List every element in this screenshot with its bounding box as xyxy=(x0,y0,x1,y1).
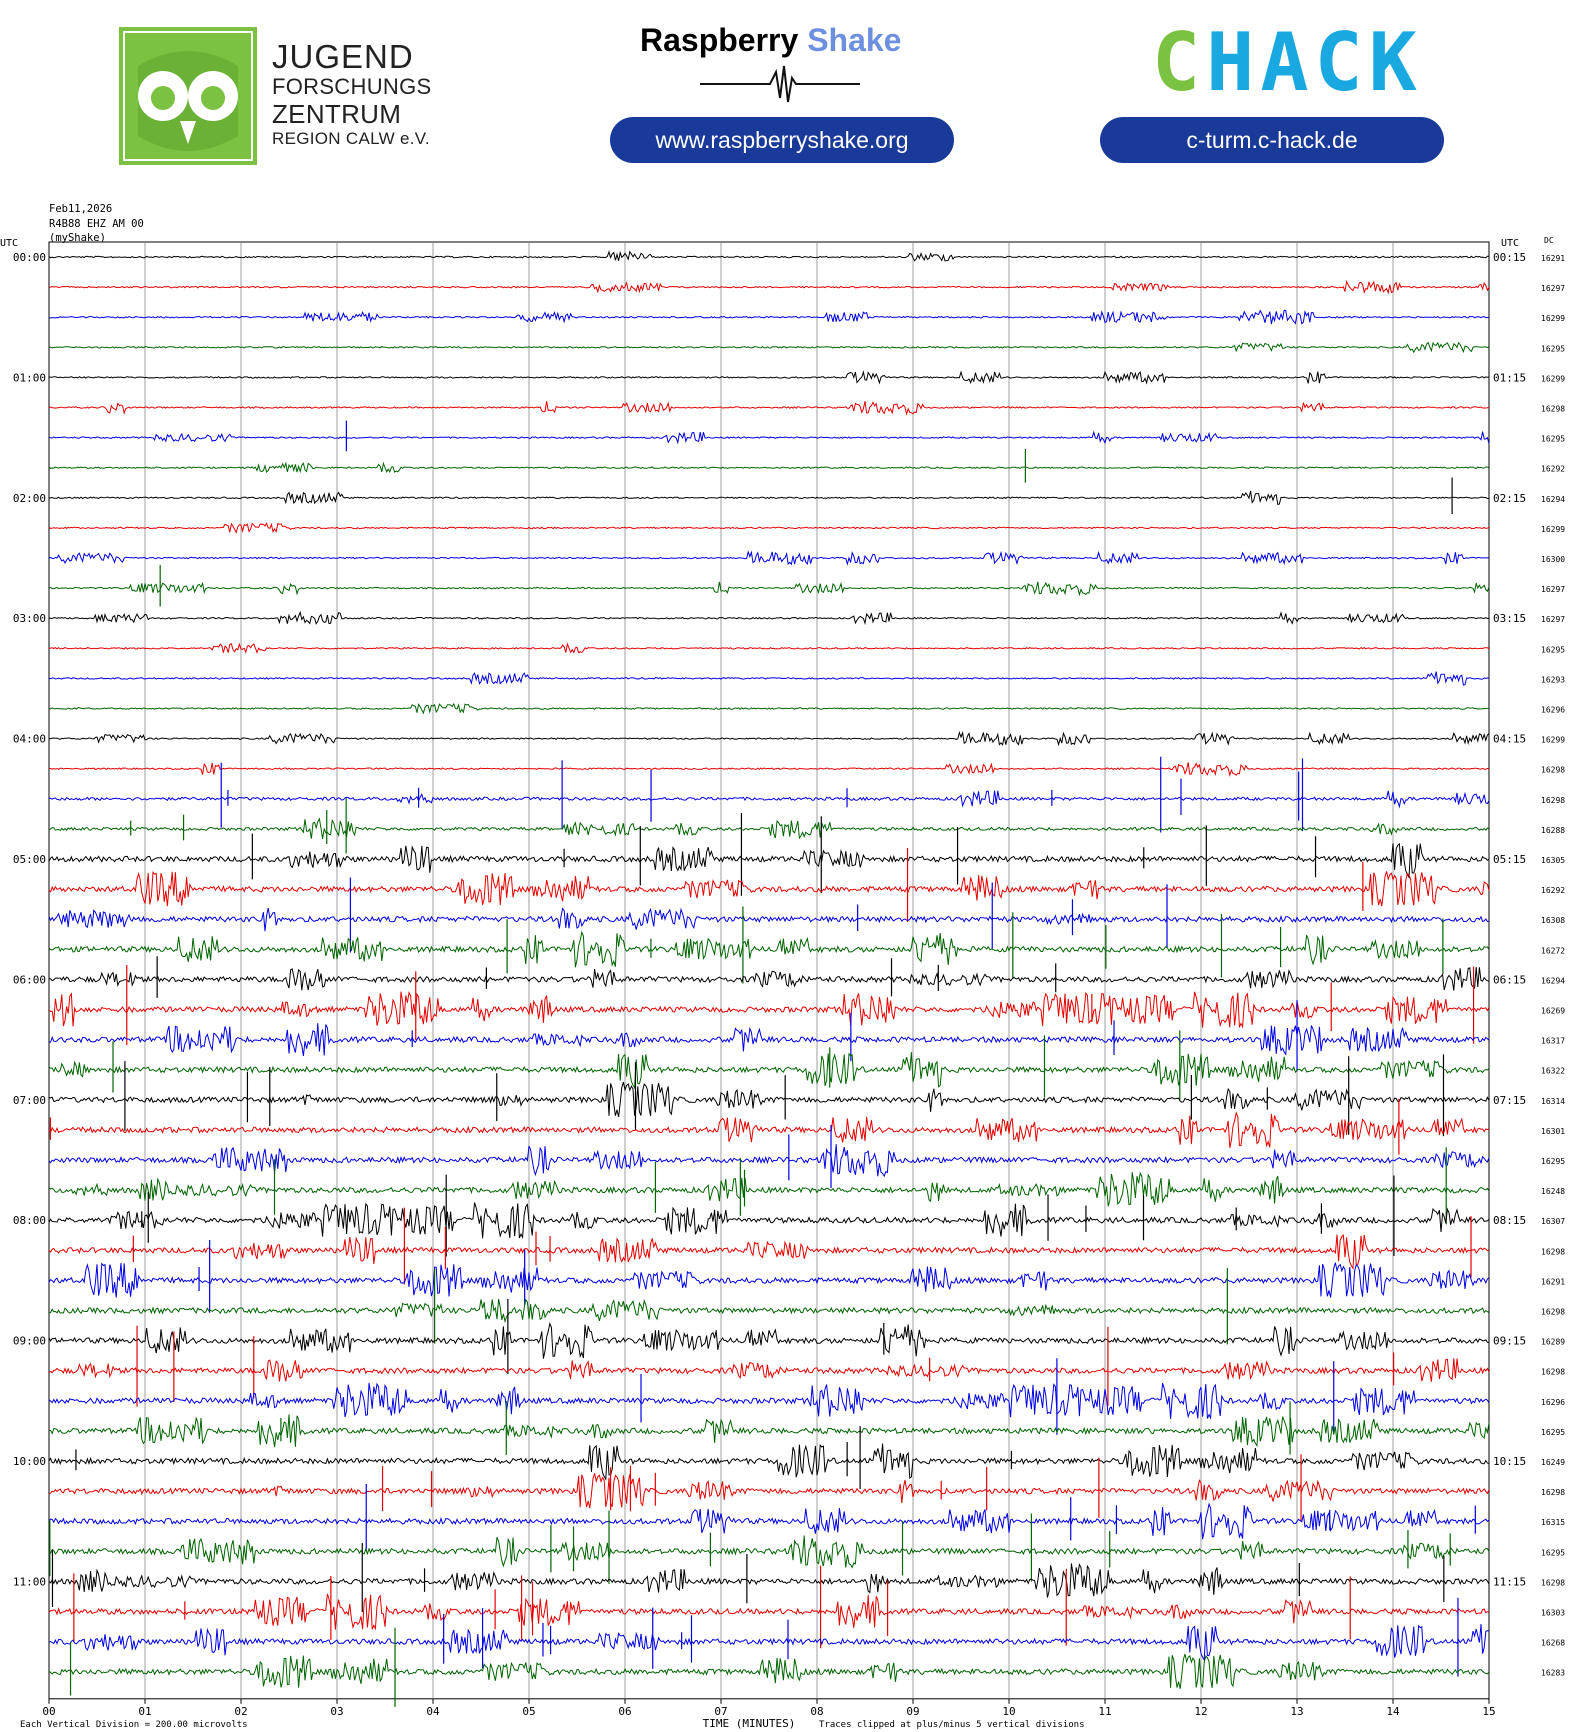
dc-title: DC xyxy=(1544,236,1554,245)
owl-logo xyxy=(118,26,258,166)
dc-value: 16269 xyxy=(1541,1006,1566,1016)
dc-value: 16297 xyxy=(1541,284,1566,294)
dc-value: 16295 xyxy=(1541,1157,1566,1166)
dc-value: 16299 xyxy=(1541,314,1566,324)
dc-value: 16298 xyxy=(1541,795,1566,805)
trace-line xyxy=(49,992,1489,1028)
trace-line xyxy=(49,401,1489,414)
trace-line xyxy=(49,1263,1489,1298)
dc-value: 16295 xyxy=(1541,645,1566,655)
trace-line xyxy=(49,1299,1489,1321)
left-time-label: 04:00 xyxy=(12,732,46,746)
jfz-line: JUGEND xyxy=(272,38,414,75)
dc-value: 16307 xyxy=(1541,1217,1566,1227)
trace-line xyxy=(49,1324,1489,1359)
left-time-label: 02:00 xyxy=(12,491,46,505)
dc-value: 16292 xyxy=(1541,464,1566,474)
dc-value: 16298 xyxy=(1541,1367,1566,1377)
right-time-label: 06:15 xyxy=(1493,973,1527,987)
trace-line xyxy=(49,819,1489,839)
x-tick-label: 12 xyxy=(1194,1704,1208,1718)
right-time-label: 11:15 xyxy=(1493,1575,1527,1589)
trace-line xyxy=(49,843,1489,877)
trace-line xyxy=(49,1594,1489,1630)
dc-value: 16289 xyxy=(1541,1337,1566,1347)
dc-value: 16298 xyxy=(1541,1307,1566,1317)
trace-line xyxy=(49,1172,1489,1206)
x-tick-label: 09 xyxy=(906,1704,920,1718)
trace-line xyxy=(49,1203,1489,1239)
trace-line xyxy=(49,1235,1489,1269)
dc-value: 16248 xyxy=(1541,1187,1566,1197)
x-axis-label: TIME (MINUTES) xyxy=(702,1716,796,1730)
trace-line xyxy=(49,704,1489,713)
dc-value: 16298 xyxy=(1541,765,1566,775)
dc-value: 16315 xyxy=(1541,1518,1566,1528)
trace-line xyxy=(49,1624,1489,1660)
trace-line xyxy=(49,672,1489,686)
dc-value: 16291 xyxy=(1541,1277,1566,1287)
right-time-label: 03:15 xyxy=(1493,612,1527,626)
trace-line xyxy=(49,1383,1489,1419)
dc-value: 16299 xyxy=(1541,374,1566,384)
dc-value: 16291 xyxy=(1541,254,1566,263)
raspberryshake-url[interactable]: www.raspberryshake.org xyxy=(610,117,954,163)
left-time-label: 01:00 xyxy=(12,371,46,385)
dc-value: 16295 xyxy=(1541,434,1566,444)
trace-line xyxy=(49,967,1489,990)
dc-value: 16295 xyxy=(1541,344,1566,354)
date: Feb11,2026 xyxy=(49,203,113,215)
left-time-label: 07:00 xyxy=(12,1093,46,1107)
right-time-label: 08:15 xyxy=(1493,1214,1527,1228)
dc-value: 16305 xyxy=(1541,856,1566,865)
left-time-label: 10:00 xyxy=(12,1455,46,1468)
dc-value: 16317 xyxy=(1541,1036,1566,1046)
dc-value: 16301 xyxy=(1541,1126,1566,1136)
trace-line xyxy=(49,372,1489,384)
trace-line xyxy=(49,1023,1489,1056)
chack-url[interactable]: c-turm.c-hack.de xyxy=(1100,117,1444,163)
right-time-label: 00:15 xyxy=(1493,251,1527,264)
dc-value: 16298 xyxy=(1541,1247,1566,1257)
trace-line xyxy=(49,791,1489,807)
trace-line xyxy=(49,1052,1489,1088)
trace-line xyxy=(49,1113,1489,1148)
trace-line xyxy=(49,871,1489,906)
dc-value: 16294 xyxy=(1541,494,1566,504)
dc-value: 16298 xyxy=(1541,1578,1566,1588)
source: (myShake) xyxy=(49,232,106,244)
trace-line xyxy=(49,644,1489,653)
dc-value: 16296 xyxy=(1541,1397,1566,1407)
trace-line xyxy=(49,552,1489,564)
right-axis-title: UTC xyxy=(1501,238,1520,249)
dc-value: 16298 xyxy=(1541,404,1566,414)
left-time-label: 06:00 xyxy=(12,973,46,987)
trace-line xyxy=(49,523,1489,532)
x-tick-label: 07 xyxy=(714,1704,728,1718)
station-info xyxy=(49,202,144,246)
trace-line xyxy=(49,432,1489,444)
dc-value: 16249 xyxy=(1541,1458,1566,1467)
left-time-label: 09:00 xyxy=(12,1334,46,1348)
left-time-label: 00:00 xyxy=(12,251,46,264)
trace-line xyxy=(49,1144,1489,1176)
trace-line xyxy=(49,582,1489,595)
dc-value: 16299 xyxy=(1541,524,1566,534)
dc-value: 16268 xyxy=(1541,1638,1566,1648)
trace-line xyxy=(49,932,1489,967)
rs-name-b: Shake xyxy=(807,22,902,58)
left-time-label: 03:00 xyxy=(12,612,46,626)
chack-logo xyxy=(1152,16,1423,109)
raspberry-shake-logo xyxy=(640,22,901,59)
x-tick-label: 14 xyxy=(1386,1704,1400,1718)
dc-value: 16283 xyxy=(1541,1668,1566,1678)
right-time-label: 02:15 xyxy=(1493,491,1527,505)
x-tick-label: 08 xyxy=(810,1704,824,1718)
x-tick-label: 06 xyxy=(618,1704,632,1718)
x-tick-label: 13 xyxy=(1290,1704,1304,1718)
trace-line xyxy=(49,908,1489,931)
trace-line xyxy=(49,1444,1489,1480)
trace-line xyxy=(49,612,1489,623)
jfz-name xyxy=(272,40,431,147)
jfz-line: REGION CALW e.V. xyxy=(272,129,430,148)
header xyxy=(0,0,1570,190)
chack-logo-text: CHACK xyxy=(1152,16,1423,109)
trace-line xyxy=(49,1654,1489,1689)
trace-line xyxy=(49,733,1489,745)
dc-value: 16272 xyxy=(1541,946,1566,956)
trace-line xyxy=(49,343,1489,353)
left-time-label: 05:00 xyxy=(12,853,46,866)
dc-value: 16308 xyxy=(1541,916,1566,926)
x-tick-label: 01 xyxy=(138,1704,152,1718)
plot-frame xyxy=(49,242,1489,1699)
trace-line xyxy=(49,491,1489,505)
x-tick-label: 03 xyxy=(330,1704,344,1718)
x-tick-label: 05 xyxy=(522,1704,536,1718)
left-time-label: 08:00 xyxy=(12,1214,46,1228)
dc-value: 16294 xyxy=(1541,976,1566,986)
x-tick-label: 10 xyxy=(1002,1704,1016,1718)
right-time-label: 04:15 xyxy=(1493,732,1527,746)
x-tick-label: 04 xyxy=(426,1704,440,1718)
dc-value: 16300 xyxy=(1541,555,1566,564)
x-tick-label: 00 xyxy=(42,1704,56,1718)
trace-line xyxy=(49,1473,1489,1508)
dc-value: 16314 xyxy=(1541,1096,1566,1106)
right-time-label: 01:15 xyxy=(1493,371,1527,385)
trace-line xyxy=(49,1564,1489,1598)
trace-line xyxy=(49,1536,1489,1568)
dc-value: 16295 xyxy=(1541,1548,1566,1558)
dc-value: 16293 xyxy=(1541,675,1566,685)
x-tick-label: 11 xyxy=(1098,1704,1112,1718)
left-axis-title: UTC xyxy=(0,238,19,249)
left-time-label: 11:00 xyxy=(12,1575,46,1589)
dc-value: 16292 xyxy=(1541,886,1566,896)
seismic-wave-icon xyxy=(700,62,860,106)
trace-line xyxy=(49,282,1489,293)
footer-clip-note: Traces clipped at plus/minus 5 vertical divisions xyxy=(819,1719,1085,1730)
right-time-label: 10:15 xyxy=(1493,1455,1527,1468)
dc-value: 16288 xyxy=(1541,825,1566,835)
x-tick-label: 15 xyxy=(1482,1704,1496,1718)
trace-line xyxy=(49,1082,1489,1117)
rs-name-a: Raspberry xyxy=(640,22,799,58)
dc-value: 16299 xyxy=(1541,735,1566,745)
jfz-line: FORSCHUNGS xyxy=(272,74,432,99)
right-time-label: 09:15 xyxy=(1493,1334,1527,1348)
trace-line xyxy=(49,252,1489,261)
dc-value: 16297 xyxy=(1541,615,1566,625)
trace-line xyxy=(49,1414,1489,1447)
station-code: R4B88 EHZ AM 00 xyxy=(49,217,144,230)
jfz-line: ZENTRUM xyxy=(272,99,402,129)
dc-value: 16296 xyxy=(1541,705,1566,715)
right-time-label: 07:15 xyxy=(1493,1093,1527,1107)
dc-value: 16322 xyxy=(1541,1066,1566,1076)
dc-value: 16303 xyxy=(1541,1608,1566,1618)
dc-value: 16297 xyxy=(1541,585,1566,595)
trace-line xyxy=(49,1504,1489,1539)
trace-line xyxy=(49,1358,1489,1381)
dc-value: 16298 xyxy=(1541,1488,1566,1498)
trace-line xyxy=(49,762,1489,775)
trace-line xyxy=(49,310,1489,324)
x-tick-label: 02 xyxy=(234,1704,248,1718)
right-time-label: 05:15 xyxy=(1493,853,1527,866)
dc-value: 16295 xyxy=(1541,1427,1566,1437)
footer-scale-note: Each Vertical Division = 200.00 microvolts xyxy=(20,1719,248,1730)
trace-line xyxy=(49,463,1489,472)
